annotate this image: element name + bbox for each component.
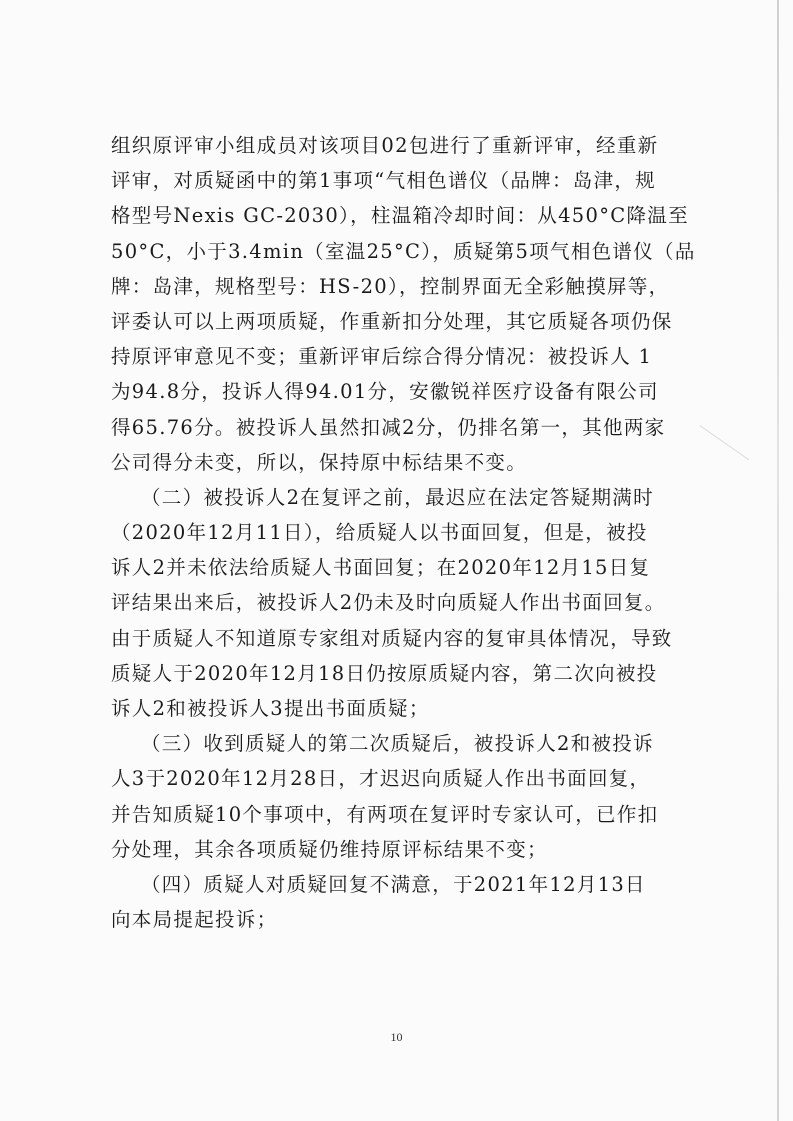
text-line: 评委认可以上两项质疑，作重新扣分处理，其它质疑各项仍保: [111, 309, 673, 333]
text-line: 牌：岛津，规格型号：HS-20），控制界面无全彩触摸屏等，: [111, 274, 670, 298]
body-text: [111, 128, 696, 937]
page-number: 10: [390, 1030, 403, 1044]
text-line: 诉人2并未依法给质疑人书面回复；在2020年12月15日复: [111, 556, 651, 580]
scan-artifact: [699, 425, 749, 460]
text-line: 由于质疑人不知道原专家组对质疑内容的复审具体情况，导致: [111, 626, 673, 650]
text-line: 公司得分未变，所以，保持原中标结果不变。: [111, 450, 528, 474]
text-line: 质疑人于2020年12月18日仍按原质疑内容，第二次向被投: [111, 661, 658, 685]
text-line: 诉人2和被投诉人3提出书面质疑；: [111, 697, 430, 720]
text-line: 人3于2020年12月28日，才迟迟向质疑人作出书面回复，: [111, 767, 651, 791]
text-line: 格型号Nexis GC-2030），柱温箱冷却时间：从450°C降温至: [111, 204, 689, 228]
text-line: 向本局提起投诉；: [111, 908, 278, 932]
paragraph-start-line: （二）被投诉人2在复评之前，最迟应在法定答疑期满时: [141, 485, 654, 509]
paragraph-start-line: （三）收到质疑人的第二次质疑后，被投诉人2和被投诉: [141, 732, 654, 756]
text-line: 并告知质疑10个事项中，有两项在复评时专家认可，已作扣: [111, 802, 659, 826]
text-line: 评审，对质疑函中的第1事项“气相色谱仪（品牌：岛津，规: [111, 169, 656, 193]
scan-edge: [777, 0, 779, 1121]
text-line: （2020年12月11日），给质疑人以书面回复，但是，被投: [111, 521, 648, 545]
text-line: 持原评审意见不变；重新评审后综合得分情况：被投诉人 1: [111, 345, 653, 369]
text-line: 评结果出来后，被投诉人2仍未及时向质疑人作出书面回复。: [111, 591, 666, 615]
text-line: 分处理，其余各项质疑仍维持原评标结果不变；: [111, 837, 548, 861]
text-line: 为94.8分，投诉人得94.01分，安徽锐祥医疗设备有限公司: [111, 380, 659, 404]
text-line: 得65.76分。被投诉人虽然扣减2分，仍排名第一，其他两家: [111, 415, 666, 439]
paragraph-start-line: （四）质疑人对质疑回复不满意，于2021年12月13日: [141, 872, 646, 896]
text-line: 50°C，小于3.4min（室温25°C），质疑第5项气相色谱仪（品: [111, 239, 696, 263]
text-line: 组织原评审小组成员对该项目02包进行了重新评审，经重新: [111, 134, 659, 157]
